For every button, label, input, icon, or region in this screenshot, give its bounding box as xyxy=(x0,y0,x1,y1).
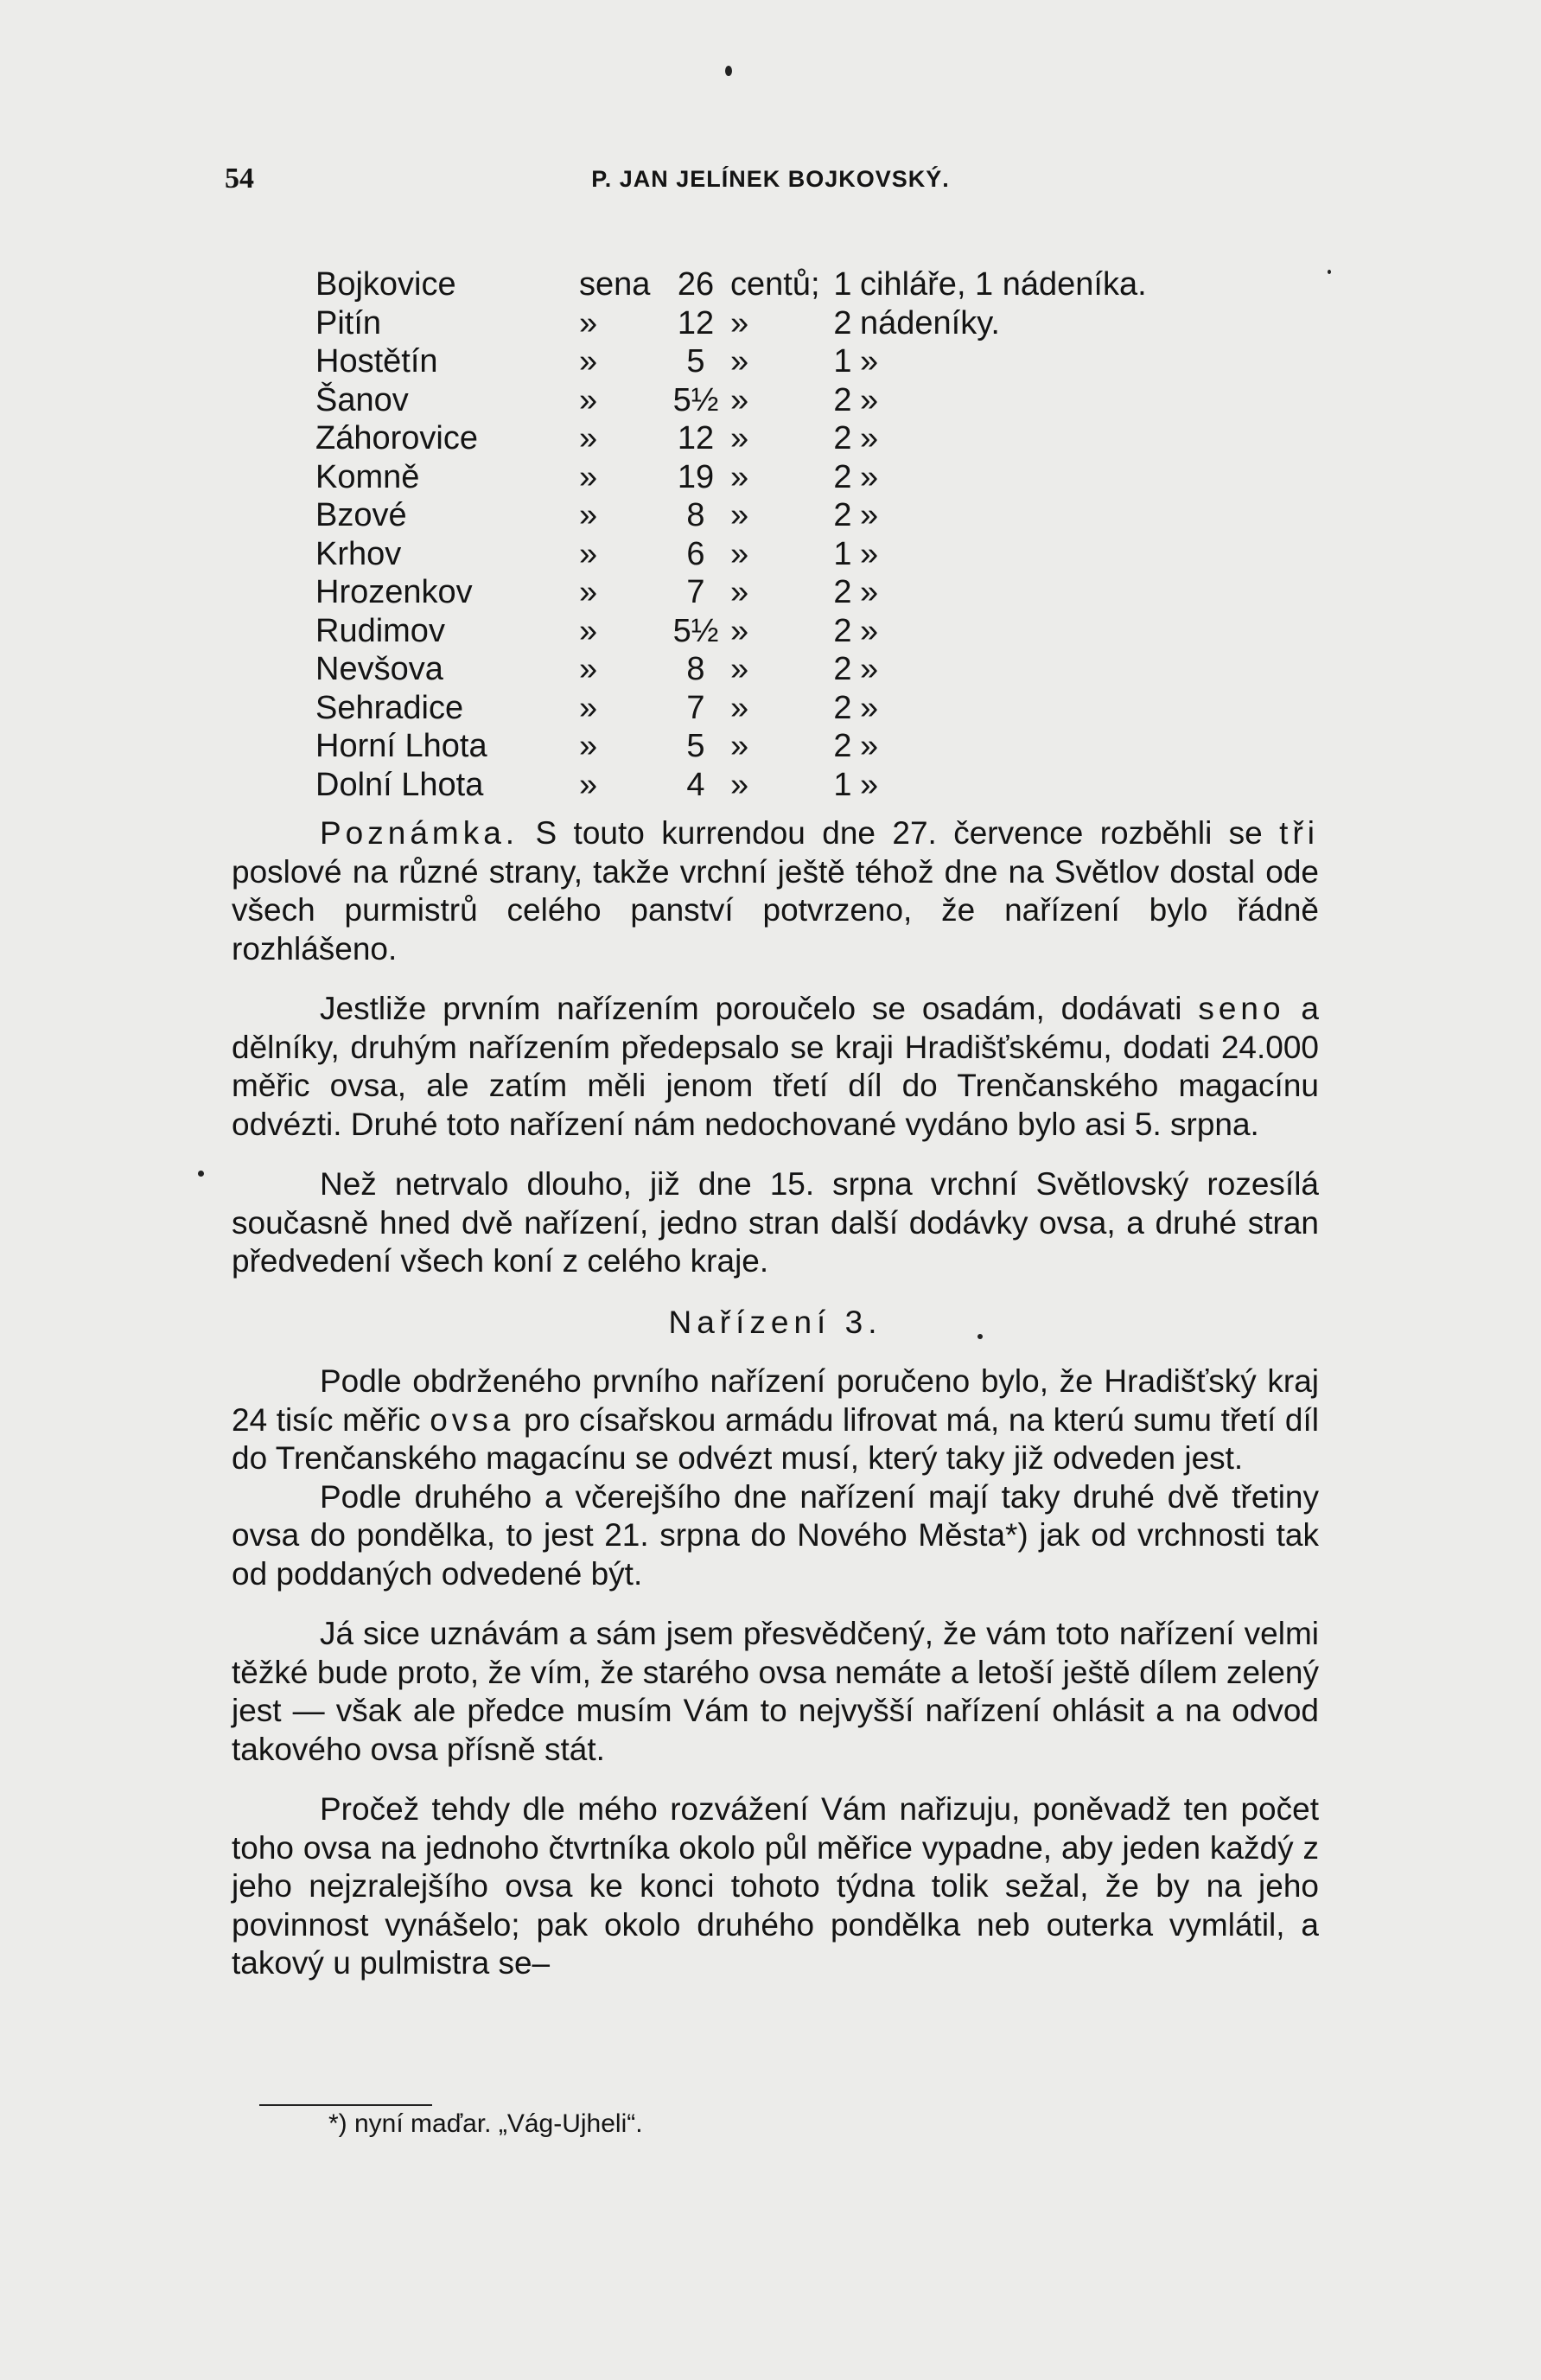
hay-unit: » xyxy=(730,689,749,726)
hay-amount: 12 xyxy=(677,304,715,341)
table-row xyxy=(315,342,1147,381)
hay-amount: 8 xyxy=(686,497,705,533)
worker-count: 2 xyxy=(833,651,852,687)
hay-unit-label: » xyxy=(579,381,598,418)
village-name: Šanov xyxy=(315,381,409,418)
village-name: Hostětín xyxy=(315,343,438,380)
village-table xyxy=(315,265,1147,804)
table-row xyxy=(315,650,1147,689)
hay-amount: 12 xyxy=(677,420,715,456)
paragraph: Podle obdrženého prvního nařízení poručeno bylo, že Hradišťský kraj 24 tisíc měřic ovsa pro císařskou armádu lifrovat má, na kterú sumu třetí díl do Trenčanského magacínu se odvézt musí, který taky již odveden jest. xyxy=(232,1363,1319,1476)
hay-unit: » xyxy=(730,766,749,803)
village-name: Krhov xyxy=(315,535,402,572)
worker-count: 1 xyxy=(833,266,852,303)
village-name: Sehradice xyxy=(315,689,464,726)
hay-unit-label: » xyxy=(579,458,598,495)
village-name: Rudimov xyxy=(315,612,445,649)
paragraph: Já sice uznávám a sám jsem přesvědčený, že vám toto nařízení velmi těžké bude proto, že vím, že starého ovsa nemáte a letoší ještě dílem zelený jest — však ale předce musím Vám to nejvyšší nařízení ohlásit a na odvod takového ovsa přísně stát. xyxy=(232,1616,1319,1767)
hay-unit-label: sena xyxy=(579,266,651,303)
hay-unit: » xyxy=(730,343,749,380)
worker-label: » xyxy=(860,497,879,533)
worker-label: » xyxy=(860,458,879,495)
village-name: Dolní Lhota xyxy=(315,766,484,803)
print-speck xyxy=(198,1171,204,1177)
section-heading: Nařízení 3. xyxy=(668,1304,882,1340)
hay-amount: 5½ xyxy=(672,381,719,418)
paragraph: Jestliže prvním nařízením poroučelo se osadám, dodávati seno a dělníky, druhým nařízením předepsalo se kraji Hradišťskému, dodati 24.000 měřic ovsa, ale zatím měli jenom třetí díl do Trenčanského magacínu odvézti. Druhé toto nařízení nám nedochované vydáno bylo asi 5. srpna. xyxy=(232,991,1320,1142)
hay-amount: 19 xyxy=(677,458,715,495)
worker-count: 2 xyxy=(833,612,852,649)
hay-unit-label: » xyxy=(579,497,598,533)
worker-label: » xyxy=(860,766,879,803)
worker-count: 1 xyxy=(833,535,852,572)
table-row xyxy=(315,612,1147,651)
hay-unit-label: » xyxy=(579,304,598,341)
hay-unit: » xyxy=(730,651,749,687)
village-name: Pitín xyxy=(315,304,382,341)
hay-unit-label: » xyxy=(579,728,598,764)
footnote-rule xyxy=(259,2104,432,2106)
worker-label: cihláře, 1 nádeníka. xyxy=(860,266,1147,303)
paragraph: Než netrvalo dlouho, již dne 15. srpna vrchní Světlovský rozesílá současně hned dvě nařízení, jedno stran další dodávky ovsa, a druhé stran předvedení všech koní z celého kraje. xyxy=(232,1166,1319,1279)
hay-unit-label: » xyxy=(579,612,598,649)
worker-label: » xyxy=(860,612,879,649)
worker-label: » xyxy=(860,574,879,610)
village-name: Horní Lhota xyxy=(315,728,487,764)
hay-unit: » xyxy=(730,612,749,649)
body-text xyxy=(232,814,1319,1983)
worker-label: » xyxy=(860,343,879,380)
worker-count: 1 xyxy=(833,766,852,803)
table-row xyxy=(315,689,1147,728)
worker-count: 2 xyxy=(833,304,852,341)
hay-amount: 8 xyxy=(686,651,705,687)
worker-count: 2 xyxy=(833,381,852,418)
hay-unit: » xyxy=(730,574,749,610)
hay-amount: 5 xyxy=(686,728,705,764)
worker-label: » xyxy=(860,535,879,572)
worker-count: 1 xyxy=(833,343,852,380)
hay-unit: » xyxy=(730,535,749,572)
worker-count: 2 xyxy=(833,689,852,726)
worker-label: » xyxy=(860,651,879,687)
hay-unit-label: » xyxy=(579,766,598,803)
worker-label: » xyxy=(860,381,879,418)
running-head: P. JAN JELÍNEK BOJKOVSKÝ. xyxy=(591,166,950,192)
hay-unit: » xyxy=(730,420,749,456)
worker-label: » xyxy=(860,420,879,456)
hay-amount: 4 xyxy=(686,766,705,803)
village-name: Záhorovice xyxy=(315,420,478,456)
hay-unit-label: » xyxy=(579,535,598,572)
village-table-body xyxy=(315,265,1147,804)
hay-unit: » xyxy=(730,304,749,341)
worker-count: 2 xyxy=(833,458,852,495)
village-name: Bzové xyxy=(315,497,407,533)
table-row xyxy=(315,381,1147,420)
table-row xyxy=(315,265,1147,304)
hay-amount: 7 xyxy=(686,689,705,726)
village-name: Nevšova xyxy=(315,651,443,687)
table-row xyxy=(315,535,1147,574)
paragraph: Podle druhého a včerejšího dne nařízení mají taky druhé dvě třetiny ovsa do pondělka, to jest 21. srpna do Nového Města*) jak od vrchnosti tak od poddaných odvedené být. xyxy=(232,1478,1319,1592)
paragraph: Pročež tehdy dle mého rozvážení Vám nařizuju, poněvadž ten počet toho ovsa na jednoho čtvrtníka okolo půl měřice vypadne, aby jeden každý z jeho nejzralejšího ovsa ke konci tohoto týdna tolik sežal, že by na jeho povinnost vynášelo; pak okolo druhého pondělka neb outerka vymlátil, a takový u pulmistra se– xyxy=(232,1791,1319,1981)
village-name: Hrozenkov xyxy=(315,574,473,610)
page-header xyxy=(0,163,1541,206)
print-speck xyxy=(725,66,732,76)
village-name: Bojkovice xyxy=(315,266,456,303)
hay-amount: 5½ xyxy=(672,612,719,649)
hay-amount: 26 xyxy=(677,266,715,303)
table-row xyxy=(315,304,1147,343)
worker-count: 2 xyxy=(833,728,852,764)
hay-unit: » xyxy=(730,381,749,418)
hay-unit-label: » xyxy=(579,420,598,456)
hay-amount: 5 xyxy=(686,343,705,380)
print-speck xyxy=(1328,270,1331,274)
table-row xyxy=(315,766,1147,805)
page-number: 54 xyxy=(225,163,254,195)
table-row xyxy=(315,727,1147,766)
footnote: *) nyní maďar. „Vág-Ujheli“. xyxy=(328,2109,643,2138)
worker-count: 2 xyxy=(833,497,852,533)
worker-label: » xyxy=(860,689,879,726)
table-row xyxy=(315,496,1147,535)
hay-unit-label: » xyxy=(579,651,598,687)
village-name: Komně xyxy=(315,458,420,495)
worker-count: 2 xyxy=(833,574,852,610)
worker-count: 2 xyxy=(833,420,852,456)
hay-amount: 6 xyxy=(686,535,705,572)
hay-unit: » xyxy=(730,728,749,764)
table-row xyxy=(315,458,1147,497)
hay-amount: 7 xyxy=(686,574,705,610)
hay-unit: » xyxy=(730,458,749,495)
hay-unit-label: » xyxy=(579,689,598,726)
worker-label: » xyxy=(860,728,879,764)
hay-unit-label: » xyxy=(579,343,598,380)
hay-unit: » xyxy=(730,497,749,533)
note-paragraph: Poznámka. S touto kurrendou dne 27. července rozběhli se tři poslové na různé strany, takže vrchní ještě téhož dne na Světlov dostal ode všech purmistrů celého panství potvrzeno, že nařízení bylo řádně rozhlášeno. xyxy=(232,815,1319,967)
hay-unit-label: » xyxy=(579,574,598,610)
hay-unit: centů; xyxy=(730,266,820,303)
note-label: Poznámka. xyxy=(320,815,519,851)
worker-label: nádeníky. xyxy=(860,304,1000,341)
table-row xyxy=(315,573,1147,612)
table-row xyxy=(315,419,1147,458)
